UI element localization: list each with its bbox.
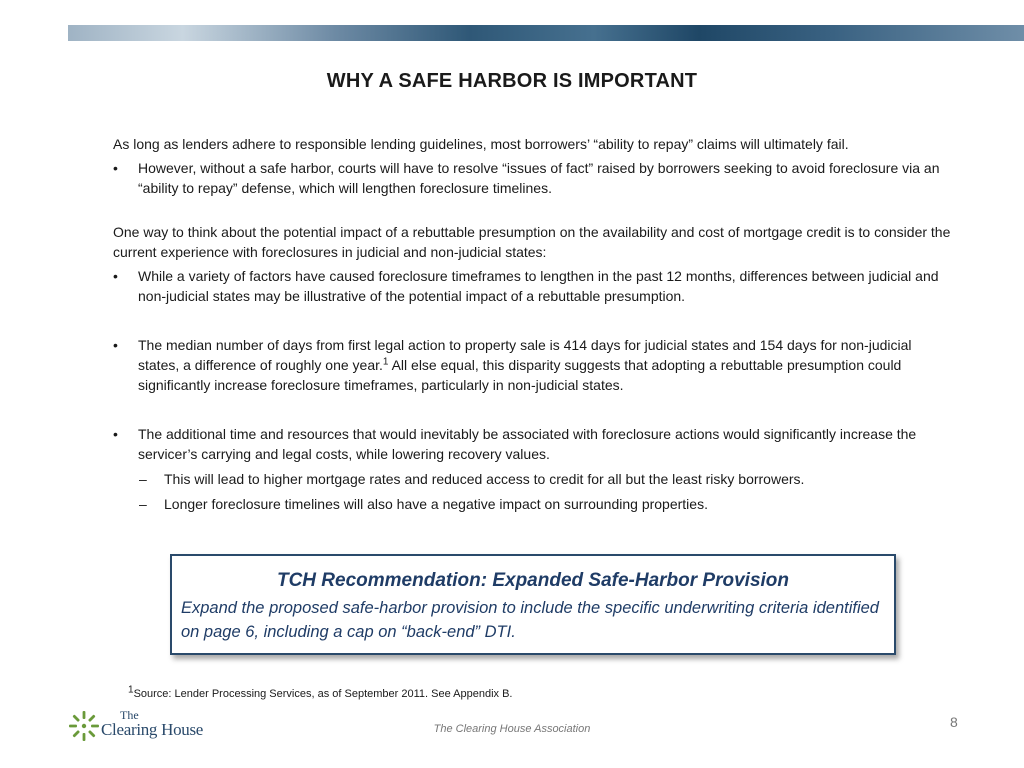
- bullet-text: However, without a safe harbor, courts will have to resolve “issues of fact” raised by borrowers seeking to avoid foreclosure via an “ability to repay” defense, which will lengthen foreclosure timelines.: [138, 160, 940, 196]
- bullet-mark: •: [113, 337, 118, 353]
- intro-paragraph: As long as lenders adhere to responsible lending guidelines, most borrowers’ “ability to repay” claims will ultimately fail.: [113, 136, 849, 152]
- association-name: The Clearing House Association: [433, 723, 591, 735]
- dash-mark: –: [139, 471, 147, 487]
- bullet-item: [113, 266, 953, 306]
- bullet-mark: •: [113, 268, 118, 284]
- bullet-item: [113, 158, 953, 198]
- bullet-text: The median number of days from first legal action to property sale is 414 days for judicial states and 154 days for non-judicial states, a difference of roughly one year.: [138, 337, 912, 373]
- bullet-text: All else equal, this disparity suggests that adopting a rebuttable presumption could significantly increase foreclosure timeframes, particularly in non-judicial states.: [138, 357, 902, 393]
- footnote-ref: 1: [382, 356, 389, 368]
- sub-bullet-text: This will lead to higher mortgage rates and reduced access to credit for all but the least risky borrowers.: [164, 471, 805, 487]
- bullet-mark: •: [113, 426, 118, 442]
- recommendation-body: Expand the proposed safe-harbor provision to include the specific underwriting criteria identified on page 6, including a cap on “back-end” DTI.: [181, 599, 879, 641]
- sub-bullet-text: Longer foreclosure timelines will also have a negative impact on surrounding properties.: [164, 496, 708, 512]
- sub-bullet-item: [113, 494, 953, 514]
- slide-title: WHY A SAFE HARBOR IS IMPORTANT: [326, 70, 698, 92]
- recommendation-title: TCH Recommendation: Expanded Safe-Harbor Provision: [276, 570, 790, 591]
- header-band: [68, 25, 1024, 41]
- sub-bullet-item: [113, 469, 953, 489]
- slide-body: [113, 134, 953, 514]
- bullet-text: While a variety of factors have caused foreclosure timeframes to lengthen in the past 12 months, differences between judicial and non-judicial states may be illustrative of the potential impact of a rebuttable presumption.: [138, 268, 939, 304]
- recommendation-box: [170, 554, 896, 655]
- logo-the: The: [120, 708, 139, 722]
- bullet-item: [113, 335, 953, 395]
- bullet-mark: •: [113, 160, 118, 176]
- dash-mark: –: [139, 496, 147, 512]
- footnote: [128, 684, 513, 700]
- context-paragraph: One way to think about the potential impact of a rebuttable presumption on the availability and cost of mortgage credit is to consider the current experience with foreclosures in judicial and non-judicial states:: [113, 224, 951, 260]
- footnote-text: Source: Lender Processing Services, as of September 2011. See Appendix B.: [133, 688, 513, 700]
- logo-name: Clearing House: [101, 720, 204, 739]
- page-number: 8: [950, 714, 958, 730]
- bullet-text: The additional time and resources that would inevitably be associated with foreclosure actions would significantly increase the servicer’s carrying and legal costs, while lowering recovery values.: [138, 426, 917, 462]
- bullet-item: [113, 424, 953, 464]
- footnote-number: 1: [128, 684, 134, 696]
